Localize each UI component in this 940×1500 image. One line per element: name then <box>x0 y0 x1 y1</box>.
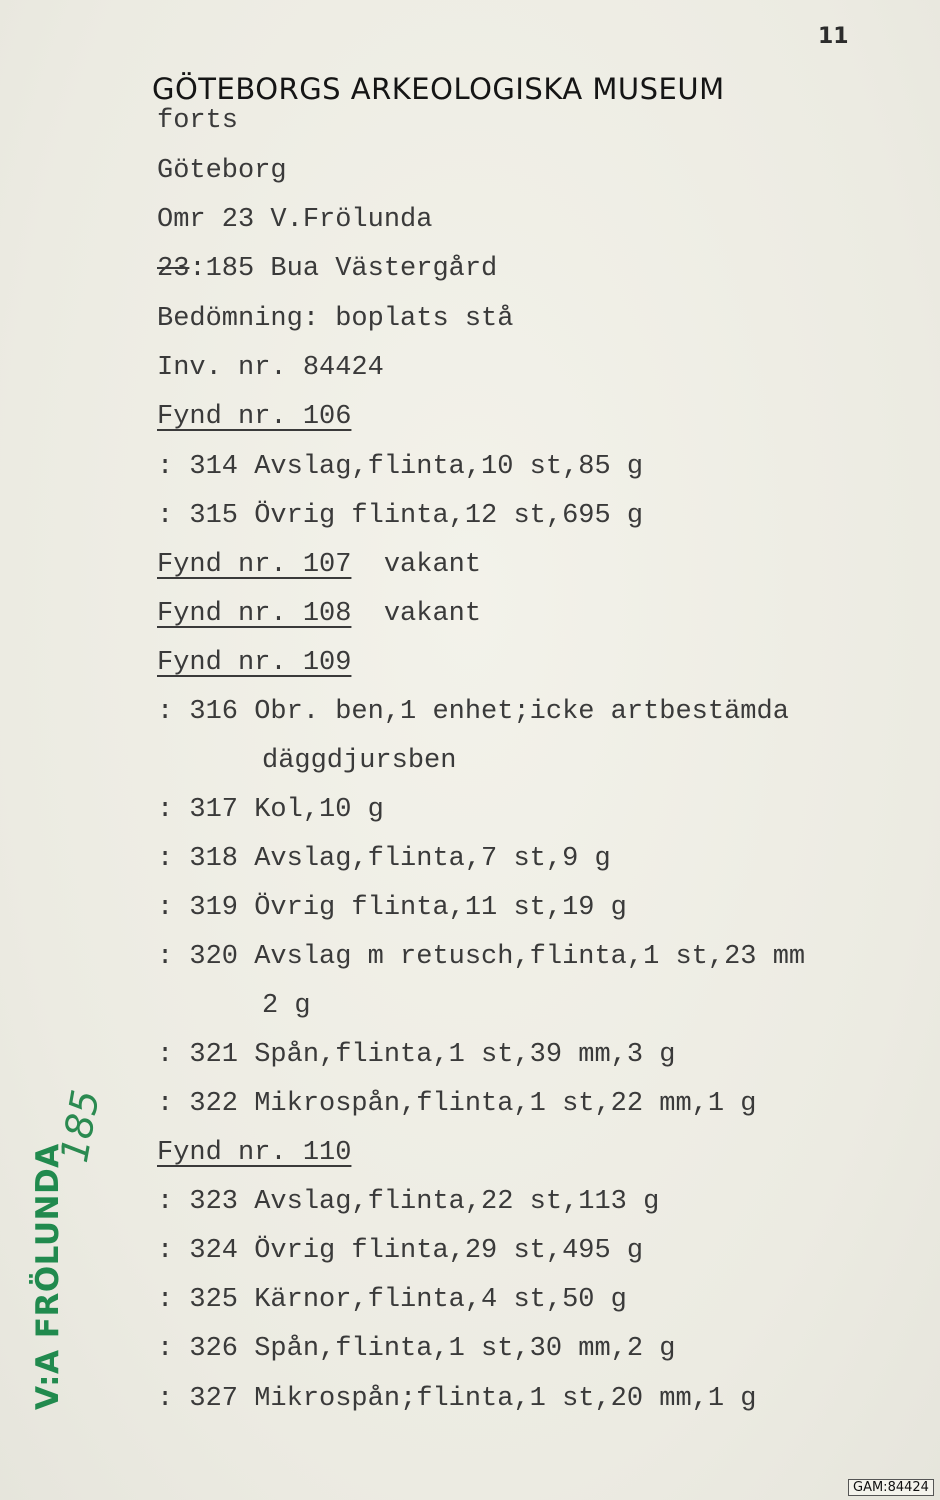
inventory-line: Inv. nr. 84424 <box>157 353 384 383</box>
fynd-heading: Fynd nr. 107 <box>157 550 352 580</box>
fynd-heading: Fynd nr. 108 <box>157 599 352 629</box>
find-item: : 315 Övrig flinta,12 st,695 g <box>157 501 644 531</box>
find-item: : 326 Spån,flinta,1 st,30 mm,2 g <box>157 1334 676 1364</box>
find-item: : 322 Mikrospån,flinta,1 st,22 mm,1 g <box>157 1089 757 1119</box>
fynd-note: vakant <box>383 599 482 629</box>
find-item: : 323 Avslag,flinta,22 st,113 g <box>157 1187 660 1217</box>
find-item: : 316 Obr. ben,1 enhet;icke artbestämda <box>157 697 789 727</box>
fynd-heading: Fynd nr. 109 <box>157 648 352 678</box>
find-item: : 319 Övrig flinta,11 st,19 g <box>157 893 627 923</box>
site-struck-number: 23 <box>157 254 190 284</box>
forts-line: forts <box>157 106 239 136</box>
fynd-row <box>157 550 481 580</box>
reference-label: GAM:84424 <box>848 1479 934 1496</box>
fynd-heading: Fynd nr. 110 <box>157 1138 352 1168</box>
city-line: Göteborg <box>157 156 287 186</box>
find-item: : 314 Avslag,flinta,10 st,85 g <box>157 452 644 482</box>
location-stamp: V:A FRÖLUNDA <box>30 1143 66 1410</box>
site-line <box>157 254 497 284</box>
find-item: : 325 Kärnor,flinta,4 st,50 g <box>157 1285 627 1315</box>
find-item: : 327 Mikrospån;flinta,1 st,20 mm,1 g <box>157 1384 757 1414</box>
fynd-row <box>157 599 481 629</box>
assessment-line: Bedömning: boplats stå <box>157 304 514 334</box>
find-item: : 317 Kol,10 g <box>157 795 384 825</box>
page-number: 11 <box>818 24 849 49</box>
find-item: : 321 Spån,flinta,1 st,39 mm,3 g <box>157 1040 676 1070</box>
fynd-note: vakant <box>383 550 482 580</box>
find-item: : 324 Övrig flinta,29 st,495 g <box>157 1236 644 1266</box>
find-item: : 318 Avslag,flinta,7 st,9 g <box>157 844 611 874</box>
museum-header: GÖTEBORGS ARKEOLOGISKA MUSEUM <box>152 72 725 106</box>
area-line: Omr 23 V.Frölunda <box>157 205 433 235</box>
find-item-continuation: däggdjursben <box>262 746 457 776</box>
fynd-heading: Fynd nr. 106 <box>157 402 352 432</box>
find-item-continuation: 2 g <box>262 991 311 1021</box>
find-item: : 320 Avslag m retusch,flinta,1 st,23 mm <box>157 942 806 972</box>
site-name: :185 Bua Västergård <box>189 254 498 284</box>
handwritten-number: 185 <box>52 1086 108 1166</box>
